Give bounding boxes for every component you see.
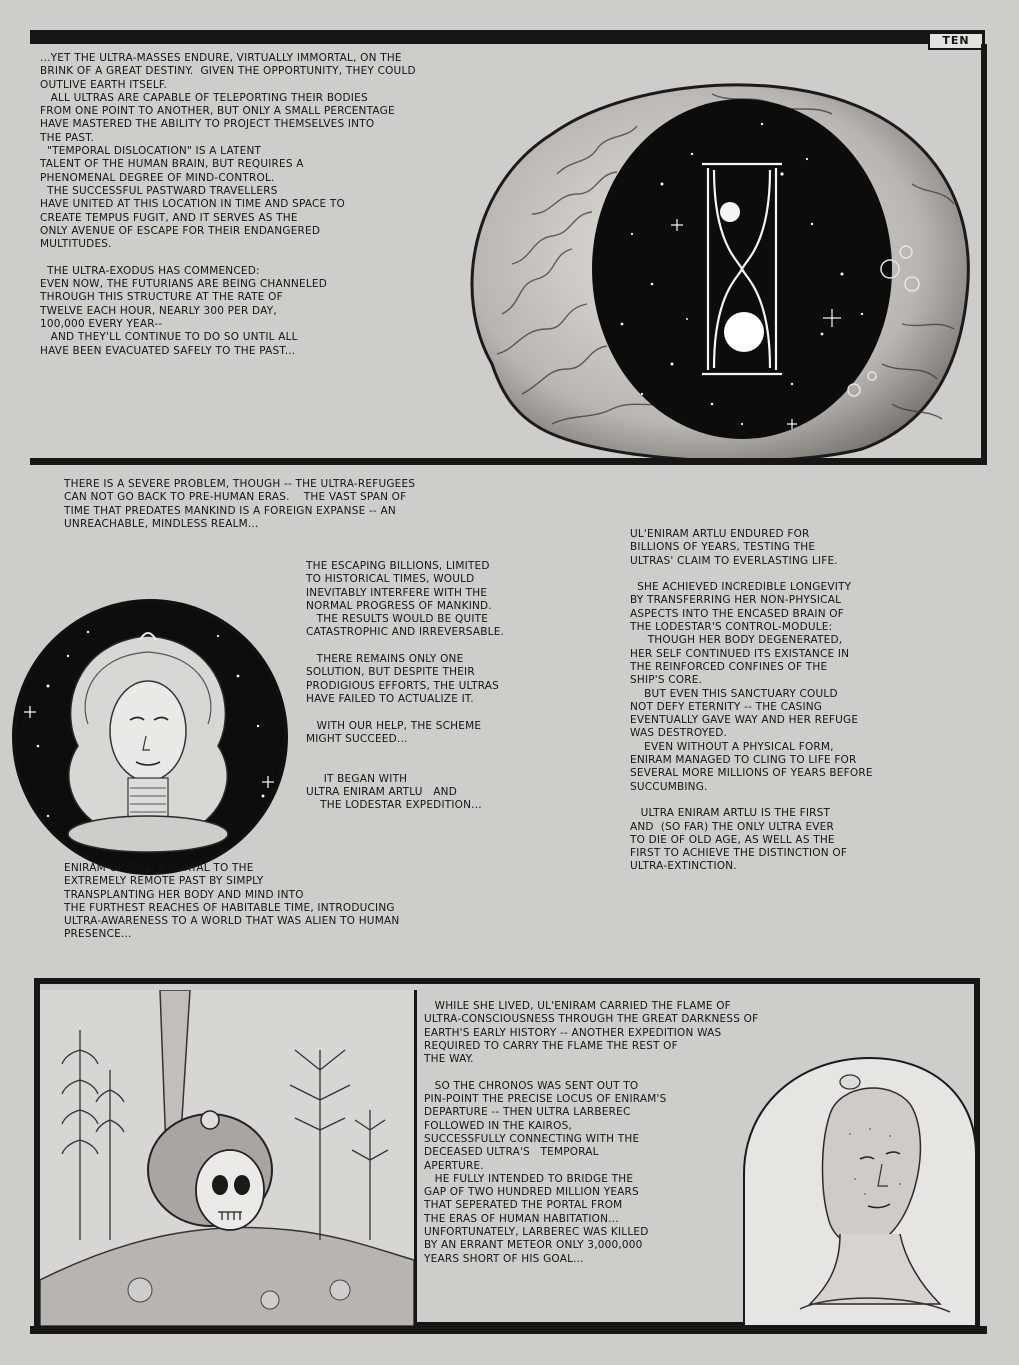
text-line: THE ESCAPING BILLIONS, LIMITED — [306, 560, 490, 572]
text-line: ULTRAS' CLAIM TO EVERLASTING LIFE. — [630, 554, 838, 567]
text-line: TO DIE OF OLD AGE, AS WELL AS THE — [630, 833, 835, 846]
text-line: ULTRA-AWARENESS TO A WORLD THAT WAS ALIEN TO HUMAN — [64, 915, 400, 928]
text-line: FIRST TO ACHIEVE THE DISTINCTION OF — [630, 847, 848, 860]
middle-intro-text — [64, 478, 624, 531]
text-line: THE LODESTAR EXPEDITION... — [306, 799, 482, 812]
middle-right-text — [630, 528, 980, 874]
text-line: ENIRAM OPENED A PORTAL TO THE — [64, 862, 254, 874]
text-line: SEVERAL MORE MILLIONS OF YEARS BEFORE — [630, 767, 873, 780]
text-line: BILLIONS OF YEARS, TESTING THE — [630, 541, 816, 554]
text-line: AND (SO FAR) THE ONLY ULTRA EVER — [630, 820, 834, 833]
bottom-border-rule — [30, 1326, 987, 1334]
middle-center-text — [306, 560, 646, 813]
text-line: ULTRA ENIRAM ARTLU IS THE FIRST — [630, 807, 831, 820]
text-line: THAT SEPERATED THE PORTAL FROM — [424, 1199, 623, 1212]
text-line: SUCCUMBING. — [630, 780, 708, 793]
text-line: WHILE SHE LIVED, UL'ENIRAM CARRIED THE FLAME OF — [424, 1000, 731, 1012]
text-line: YEARS SHORT OF HIS GOAL... — [424, 1252, 584, 1265]
text-line: HER SELF CONTINUED ITS EXISTANCE IN — [630, 647, 850, 660]
page-number: TEN — [928, 32, 984, 50]
text-line: THE ERAS OF HUMAN HABITATION... — [424, 1212, 619, 1225]
text-line: ULTRA ENIRAM ARTLU AND — [306, 786, 458, 799]
text-line: INEVITABLY INTERFERE WITH THE — [306, 586, 488, 599]
text-line: NOT DEFY ETERNITY -- THE CASING — [630, 700, 823, 713]
text-line — [630, 568, 980, 581]
text-line: FROM ONE POINT TO ANOTHER, BUT ONLY A SMALL PERCENTAGE — [40, 105, 395, 118]
text-line: WAS DESTROYED. — [630, 727, 728, 740]
text-line: TIME THAT PREDATES MANKIND IS A FOREIGN EXPANSE -- AN — [64, 504, 396, 517]
text-line — [306, 759, 646, 772]
text-line: TRANSPLANTING HER BODY AND MIND INTO — [64, 888, 304, 901]
text-line: SHE ACHIEVED INCREDIBLE LONGEVITY — [630, 581, 852, 594]
text-line: HE FULLY INTENDED TO BRIDGE THE — [424, 1172, 634, 1185]
text-line: FOLLOWED IN THE KAIROS, — [424, 1119, 573, 1132]
panel-divider — [30, 458, 987, 465]
text-line: ONLY AVENUE OF ESCAPE FOR THEIR ENDANGERED — [40, 224, 321, 237]
text-line: THE RESULTS WOULD BE QUITE — [306, 613, 489, 626]
text-line: "TEMPORAL DISLOCATION" IS A LATENT — [40, 145, 262, 158]
text-line: UNFORTUNATELY, LARBEREC WAS KILLED — [424, 1226, 649, 1239]
bottom-panel-text — [424, 1000, 764, 1266]
text-line: EVENTUALLY GAVE WAY AND HER REFUGE — [630, 714, 859, 727]
text-line: SHIP'S CORE. — [630, 674, 703, 687]
text-line — [40, 251, 480, 264]
text-line: BRINK OF A GREAT DESTINY. GIVEN THE OPPORTUNITY, THEY COULD — [40, 65, 416, 78]
text-line: THROUGH THIS STRUCTURE AT THE RATE OF — [40, 291, 283, 304]
prehistoric-skull-illustration — [40, 990, 414, 1326]
text-line — [424, 1066, 764, 1079]
text-line: AND THEY'LL CONTINUE TO DO SO UNTIL ALL — [40, 331, 298, 344]
text-line: THE PAST. — [40, 131, 95, 144]
text-line: TO HISTORICAL TIMES, WOULD — [306, 573, 475, 586]
text-line: BY AN ERRANT METEOR ONLY 3,000,000 — [424, 1239, 643, 1252]
text-line: 100,000 EVERY YEAR-- — [40, 317, 163, 330]
text-line: EVEN NOW, THE FUTURIANS ARE BEING CHANNELED — [40, 278, 327, 291]
text-line: TWELVE EACH HOUR, NEARLY 300 PER DAY, — [40, 304, 277, 317]
top-panel-text — [40, 52, 480, 358]
text-line: MIGHT SUCCEED... — [306, 732, 408, 745]
text-line: PIN-POINT THE PRECISE LOCUS OF ENIRAM'S — [424, 1093, 667, 1106]
text-line: EARTH'S EARLY HISTORY -- ANOTHER EXPEDITION WAS — [424, 1026, 722, 1039]
text-line: DEPARTURE -- THEN ULTRA LARBEREC — [424, 1106, 631, 1119]
text-line: UL'ENIRAM ARTLU ENDURED FOR — [630, 528, 810, 540]
text-line: REQUIRED TO CARRY THE FLAME THE REST OF — [424, 1039, 678, 1052]
text-line: THERE REMAINS ONLY ONE — [306, 653, 464, 666]
text-line: CAN NOT GO BACK TO PRE-HUMAN ERAS. THE VAST SPAN OF — [64, 491, 407, 504]
text-line: HAVE UNITED AT THIS LOCATION IN TIME AND SPACE TO — [40, 198, 345, 211]
text-line: APERTURE. — [424, 1159, 484, 1172]
text-line: BY TRANSFERRING HER NON-PHYSICAL — [630, 594, 842, 607]
text-line: THE LODESTAR'S CONTROL-MODULE: — [630, 621, 833, 634]
text-line: PRESENCE... — [64, 928, 132, 941]
text-line: ULTRA-CONSCIOUSNESS THROUGH THE GREAT DARKNESS OF — [424, 1013, 759, 1026]
bottom-panel-divider — [414, 990, 417, 1326]
text-line — [306, 706, 646, 719]
text-line: SO THE CHRONOS WAS SENT OUT TO — [424, 1079, 639, 1092]
text-line: HAVE BEEN EVACUATED SAFELY TO THE PAST... — [40, 344, 296, 357]
middle-bottom-text — [64, 862, 624, 942]
text-line: CATASTROPHIC AND IRREVERSABLE. — [306, 626, 505, 639]
brain-hourglass-illustration — [462, 64, 982, 464]
text-line — [306, 746, 646, 759]
text-line: HAVE MASTERED THE ABILITY TO PROJECT THEMSELVES INTO — [40, 118, 375, 131]
text-line: ULTRA-EXTINCTION. — [630, 860, 737, 873]
text-line: THE ULTRA-EXODUS HAS COMMENCED: — [40, 264, 260, 277]
text-line: GAP OF TWO HUNDRED MILLION YEARS — [424, 1186, 639, 1199]
eniram-portrait-illustration — [8, 596, 292, 878]
text-line — [630, 794, 980, 807]
text-line: CREATE TEMPUS FUGIT, AND IT SERVES AS THE — [40, 211, 298, 224]
text-line: EVEN WITHOUT A PHYSICAL FORM, — [630, 740, 834, 753]
text-line: THE REINFORCED CONFINES OF THE — [630, 660, 828, 673]
text-line: THE FURTHEST REACHES OF HABITABLE TIME, INTRODUCING — [64, 901, 395, 914]
text-line: ASPECTS INTO THE ENCASED BRAIN OF — [630, 607, 844, 620]
top-border-rule — [30, 30, 985, 44]
text-line: THE WAY. — [424, 1053, 474, 1066]
text-line: SUCCESSFULLY CONNECTING WITH THE — [424, 1132, 640, 1145]
text-line: BUT EVEN THIS SANCTUARY COULD — [630, 687, 838, 700]
larberec-portrait-illustration — [740, 1054, 976, 1326]
text-line: SOLUTION, BUT DESPITE THEIR — [306, 666, 475, 679]
text-line: ENIRAM MANAGED TO CLING TO LIFE FOR — [630, 754, 857, 767]
text-line: TALENT OF THE HUMAN BRAIN, BUT REQUIRES A — [40, 158, 304, 171]
text-line: EXTREMELY REMOTE PAST BY SIMPLY — [64, 875, 264, 888]
text-line: IT BEGAN WITH — [306, 772, 408, 785]
text-line: MULTITUDES. — [40, 238, 112, 251]
text-line: PHENOMENAL DEGREE OF MIND-CONTROL. — [40, 171, 275, 184]
text-line: THOUGH HER BODY DEGENERATED, — [630, 634, 843, 647]
text-line: NORMAL PROGRESS OF MANKIND. — [306, 599, 492, 612]
text-line: HAVE FAILED TO ACTUALIZE IT. — [306, 692, 474, 705]
text-line — [306, 640, 646, 653]
text-line: THE SUCCESSFUL PASTWARD TRAVELLERS — [40, 184, 278, 197]
text-line: ALL ULTRAS ARE CAPABLE OF TELEPORTING THEIR BODIES — [40, 91, 368, 104]
text-line: DECEASED ULTRA'S TEMPORAL — [424, 1146, 599, 1159]
text-line: ...YET THE ULTRA-MASSES ENDURE, VIRTUALLY IMMORTAL, ON THE — [40, 52, 402, 64]
text-line: THERE IS A SEVERE PROBLEM, THOUGH -- THE ULTRA-REFUGEES — [64, 478, 416, 490]
text-line: OUTLIVE EARTH ITSELF. — [40, 78, 168, 91]
text-line: PRODIGIOUS EFFORTS, THE ULTRAS — [306, 679, 500, 692]
text-line: UNREACHABLE, MINDLESS REALM... — [64, 517, 259, 530]
text-line: WITH OUR HELP, THE SCHEME — [306, 719, 482, 732]
